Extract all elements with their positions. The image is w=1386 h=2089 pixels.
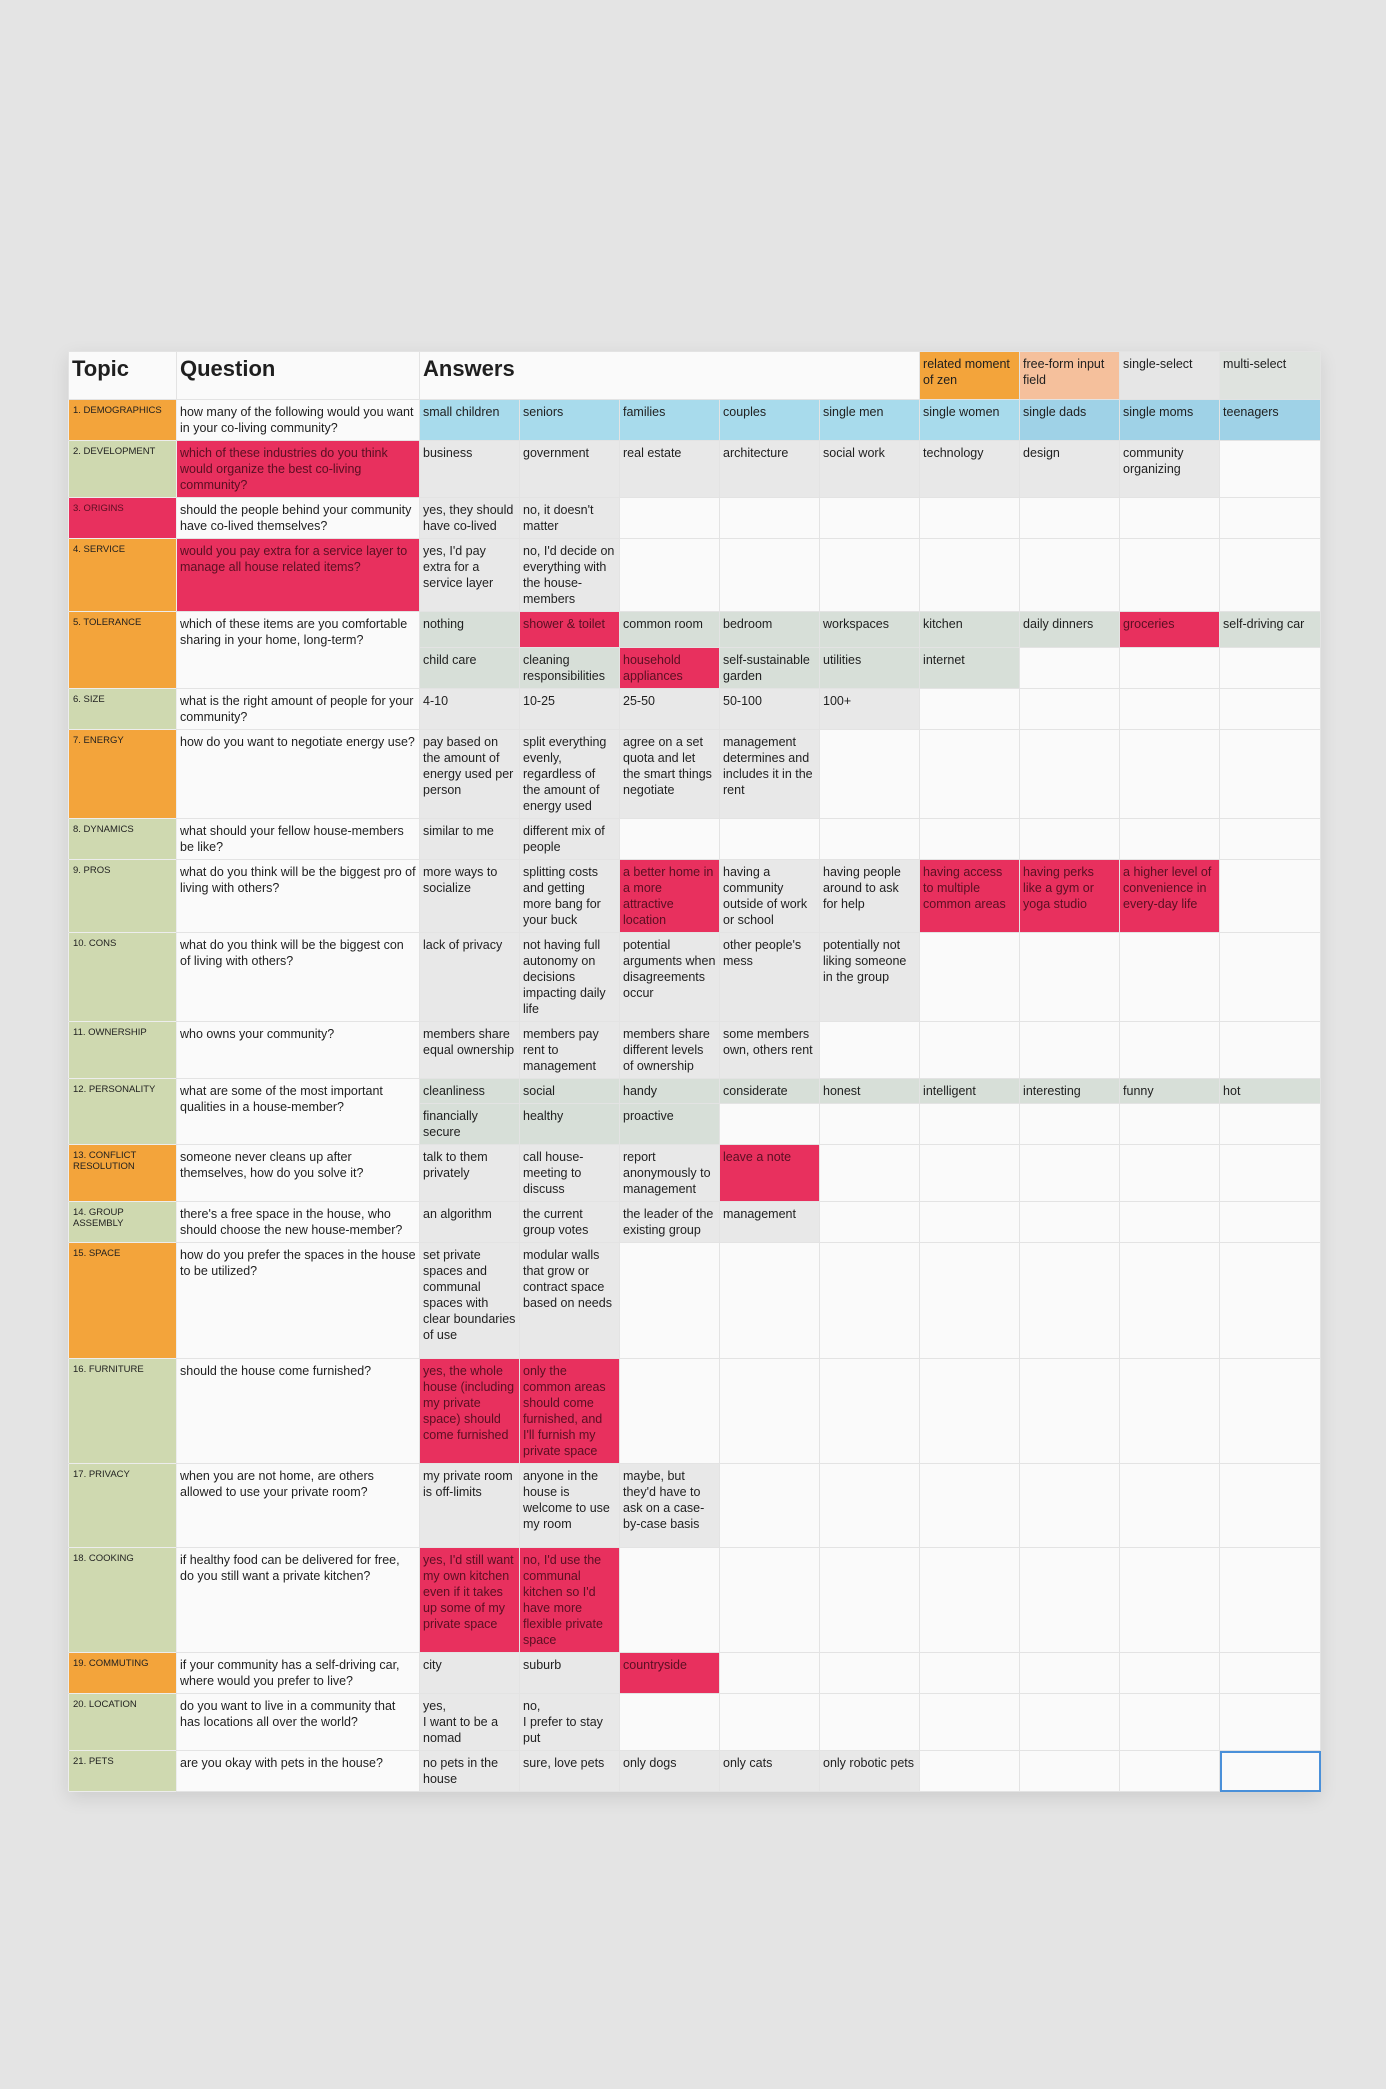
answer-cell[interactable]: pay based on the amount of energy used per person (420, 730, 520, 819)
legend-multi-select[interactable]: multi-select (1220, 352, 1321, 400)
answer-cell[interactable]: social work (820, 441, 920, 498)
question-cell[interactable]: which of these industries do you think would organize the best co-living community? (177, 441, 420, 498)
answer-cell[interactable] (920, 1653, 1020, 1694)
answer-cell[interactable] (1120, 730, 1220, 819)
question-cell[interactable]: should the people behind your community have co-lived themselves? (177, 498, 420, 539)
answer-cell[interactable] (920, 498, 1020, 539)
answer-cell[interactable]: groceries (1120, 612, 1220, 648)
answer-cell[interactable]: seniors (520, 400, 620, 441)
answer-cell[interactable] (1120, 819, 1220, 860)
answer-cell[interactable]: my private room is off-limits (420, 1464, 520, 1548)
answer-cell[interactable] (920, 1359, 1020, 1464)
table-row (69, 1145, 1321, 1202)
topic-cell[interactable]: 6. SIZE (69, 689, 177, 730)
table-row (69, 1653, 1321, 1694)
answer-cell[interactable] (1120, 1751, 1220, 1792)
topic-cell[interactable]: 9. PROS (69, 860, 177, 933)
answer-cell[interactable]: financially secure (420, 1104, 520, 1145)
answer-cell[interactable]: 50-100 (720, 689, 820, 730)
topic-cell[interactable]: 10. CONS (69, 933, 177, 1022)
answer-cell[interactable]: different mix of people (520, 819, 620, 860)
answer-cell[interactable]: an algorithm (420, 1202, 520, 1243)
answer-cell[interactable] (820, 539, 920, 612)
answer-cell[interactable] (1220, 1104, 1321, 1145)
question-cell[interactable]: what do you think will be the biggest pro of living with others? (177, 860, 420, 933)
answer-cell[interactable]: families (620, 400, 720, 441)
answer-cell[interactable]: cleaning responsibilities (520, 648, 620, 689)
answer-cell[interactable] (1020, 1202, 1120, 1243)
answer-cell[interactable] (1220, 1464, 1321, 1548)
table-row (69, 1202, 1321, 1243)
answer-cell[interactable] (920, 1022, 1020, 1079)
answer-cell[interactable]: only the common areas should come furnished, and I'll furnish my private space (520, 1359, 620, 1464)
answer-cell[interactable]: 10-25 (520, 689, 620, 730)
answer-cell[interactable] (1220, 860, 1321, 933)
answer-cell[interactable] (1020, 1694, 1120, 1751)
topic-cell[interactable]: 11. OWNERSHIP (69, 1022, 177, 1079)
answer-cell[interactable] (920, 1751, 1020, 1792)
topic-cell[interactable]: 18. COOKING (69, 1548, 177, 1653)
answer-cell[interactable] (1120, 1243, 1220, 1359)
answer-cell[interactable] (920, 1464, 1020, 1548)
answer-cell[interactable]: countryside (620, 1653, 720, 1694)
header-row (69, 352, 1321, 400)
answer-cell[interactable] (820, 730, 920, 819)
answer-cell[interactable] (1120, 539, 1220, 612)
answer-cell[interactable] (1120, 498, 1220, 539)
answer-cell[interactable] (1020, 689, 1120, 730)
answer-cell[interactable] (1120, 648, 1220, 689)
question-cell[interactable]: if healthy food can be delivered for free, do you still want a private kitchen? (177, 1548, 420, 1653)
table-row (69, 1359, 1321, 1464)
question-cell[interactable]: how do you prefer the spaces in the house to be utilized? (177, 1243, 420, 1359)
answer-cell[interactable] (620, 1243, 720, 1359)
table-row (69, 1464, 1321, 1548)
answer-cell[interactable] (920, 1694, 1020, 1751)
table-row (69, 730, 1321, 819)
answer-cell[interactable]: nothing (420, 612, 520, 648)
answer-cell[interactable] (1120, 1359, 1220, 1464)
answer-cell[interactable] (1220, 1145, 1321, 1202)
answer-cell[interactable]: social (520, 1079, 620, 1104)
topic-cell[interactable]: 1. DEMOGRAPHICS (69, 400, 177, 441)
topic-cell[interactable]: 15. SPACE (69, 1243, 177, 1359)
answer-cell[interactable] (620, 1548, 720, 1653)
answer-cell[interactable] (820, 1145, 920, 1202)
answer-cell[interactable]: report anonymously to management (620, 1145, 720, 1202)
answer-cell[interactable] (720, 1104, 820, 1145)
answer-cell[interactable]: having people around to ask for help (820, 860, 920, 933)
answer-cell[interactable]: yes, I want to be a nomad (420, 1694, 520, 1751)
topic-cell[interactable]: 5. TOLERANCE (69, 612, 177, 689)
table-row (69, 539, 1321, 612)
answer-cell[interactable]: only cats (720, 1751, 820, 1792)
answer-cell[interactable] (1020, 539, 1120, 612)
answer-cell[interactable]: healthy (520, 1104, 620, 1145)
answer-cell[interactable] (820, 1243, 920, 1359)
answer-cell[interactable] (920, 539, 1020, 612)
answer-cell[interactable]: no, it doesn't matter (520, 498, 620, 539)
question-cell[interactable]: which of these items are you comfortable sharing in your home, long-term? (177, 612, 420, 689)
answer-cell[interactable]: kitchen (920, 612, 1020, 648)
question-cell[interactable]: what is the right amount of people for your community? (177, 689, 420, 730)
question-cell[interactable]: are you okay with pets in the house? (177, 1751, 420, 1792)
answer-cell[interactable]: single moms (1120, 400, 1220, 441)
answer-cell[interactable] (1020, 1359, 1120, 1464)
survey-table (68, 351, 1321, 1792)
answer-cell[interactable] (720, 1548, 820, 1653)
question-cell[interactable]: how many of the following would you want in your co-living community? (177, 400, 420, 441)
answer-cell[interactable] (820, 1202, 920, 1243)
answer-cell[interactable]: similar to me (420, 819, 520, 860)
answer-cell[interactable]: daily dinners (1020, 612, 1120, 648)
answer-cell[interactable]: anyone in the house is welcome to use my room (520, 1464, 620, 1548)
answer-cell[interactable] (920, 1243, 1020, 1359)
table-row (69, 1243, 1321, 1359)
legend-free-form-input-field[interactable]: free-form input field (1020, 352, 1120, 400)
answer-cell[interactable] (1220, 441, 1321, 498)
answer-cell[interactable] (720, 1359, 820, 1464)
answer-cell[interactable] (1120, 1464, 1220, 1548)
answer-cell[interactable]: handy (620, 1079, 720, 1104)
answer-cell[interactable] (1220, 1653, 1321, 1694)
answer-cell[interactable] (1020, 1243, 1120, 1359)
answer-cell[interactable]: honest (820, 1079, 920, 1104)
answer-cell[interactable] (1020, 1653, 1120, 1694)
answer-cell[interactable]: other people's mess (720, 933, 820, 1022)
answer-cell[interactable]: having perks like a gym or yoga studio (1020, 860, 1120, 933)
answer-cell[interactable]: workspaces (820, 612, 920, 648)
answer-cell[interactable] (620, 1359, 720, 1464)
answer-cell[interactable]: utilities (820, 648, 920, 689)
answer-cell[interactable] (720, 1243, 820, 1359)
answer-cell[interactable]: funny (1120, 1079, 1220, 1104)
answer-cell[interactable]: 100+ (820, 689, 920, 730)
answer-cell[interactable] (820, 1464, 920, 1548)
answer-cell[interactable]: management determines and includes it in the rent (720, 730, 820, 819)
answer-cell[interactable]: child care (420, 648, 520, 689)
answer-cell[interactable] (1020, 1022, 1120, 1079)
answer-cell[interactable] (820, 1548, 920, 1653)
question-cell[interactable]: if your community has a self-driving car, where would you prefer to live? (177, 1653, 420, 1694)
answers-header[interactable]: Answers (420, 352, 920, 400)
answer-cell[interactable]: no, I'd decide on everything with the house-members (520, 539, 620, 612)
answer-cell[interactable]: single men (820, 400, 920, 441)
answer-cell[interactable]: splitting costs and getting more bang for your buck (520, 860, 620, 933)
answer-cell[interactable] (1220, 933, 1321, 1022)
table-row (69, 441, 1321, 498)
table-row (69, 400, 1321, 441)
table-row (69, 933, 1321, 1022)
answer-cell[interactable]: sure, love pets (520, 1751, 620, 1792)
answer-cell[interactable] (620, 819, 720, 860)
answer-cell[interactable]: yes, I'd still want my own kitchen even if it takes up some of my private space (420, 1548, 520, 1653)
answer-cell[interactable]: only robotic pets (820, 1751, 920, 1792)
answer-cell[interactable] (1220, 648, 1321, 689)
answer-cell[interactable] (1220, 539, 1321, 612)
answer-cell[interactable]: self-driving car (1220, 612, 1321, 648)
answer-cell[interactable]: a higher level of convenience in every-day life (1120, 860, 1220, 933)
question-header[interactable]: Question (177, 352, 420, 400)
answer-cell[interactable] (1020, 1464, 1120, 1548)
answer-cell[interactable]: real estate (620, 441, 720, 498)
answer-cell[interactable]: not having full autonomy on decisions impacting daily life (520, 933, 620, 1022)
answer-cell[interactable]: architecture (720, 441, 820, 498)
answer-cell[interactable]: the current group votes (520, 1202, 620, 1243)
answer-cell[interactable] (1120, 1022, 1220, 1079)
answer-cell[interactable]: set private spaces and communal spaces with clear boundaries of use (420, 1243, 520, 1359)
answer-cell[interactable] (1020, 933, 1120, 1022)
answer-cell[interactable]: proactive (620, 1104, 720, 1145)
answer-cell[interactable]: cleanliness (420, 1079, 520, 1104)
question-cell[interactable]: how do you want to negotiate energy use? (177, 730, 420, 819)
answer-cell[interactable] (1220, 1202, 1321, 1243)
answer-cell[interactable]: government (520, 441, 620, 498)
answer-cell[interactable]: yes, the whole house (including my private space) should come furnished (420, 1359, 520, 1464)
answer-cell[interactable] (920, 1145, 1020, 1202)
answer-cell[interactable] (1120, 1694, 1220, 1751)
question-cell[interactable]: someone never cleans up after themselves, how do you solve it? (177, 1145, 420, 1202)
table-row (69, 1079, 1321, 1104)
answer-cell[interactable]: business (420, 441, 520, 498)
answer-cell[interactable] (920, 1104, 1020, 1145)
answer-cell[interactable]: leave a note (720, 1145, 820, 1202)
answer-cell[interactable] (920, 1202, 1020, 1243)
question-cell[interactable]: what do you think will be the biggest con of living with others? (177, 933, 420, 1022)
topic-cell[interactable]: 2. DEVELOPMENT (69, 441, 177, 498)
answer-cell[interactable] (1020, 1104, 1120, 1145)
answer-cell[interactable] (720, 819, 820, 860)
legend-single-select[interactable]: single-select (1120, 352, 1220, 400)
answer-cell[interactable]: city (420, 1653, 520, 1694)
answer-cell[interactable]: shower & toilet (520, 612, 620, 648)
answer-cell[interactable]: members pay rent to management (520, 1022, 620, 1079)
answer-cell[interactable]: agree on a set quota and let the smart things negotiate (620, 730, 720, 819)
question-cell[interactable]: would you pay extra for a service layer to manage all house related items? (177, 539, 420, 612)
answer-cell[interactable]: community organizing (1120, 441, 1220, 498)
answer-cell[interactable] (920, 689, 1020, 730)
answer-cell[interactable]: suburb (520, 1653, 620, 1694)
answer-cell[interactable]: small children (420, 400, 520, 441)
question-cell[interactable]: what are some of the most important qualities in a house-member? (177, 1079, 420, 1145)
topic-cell[interactable]: 21. PETS (69, 1751, 177, 1792)
topic-cell[interactable]: 17. PRIVACY (69, 1464, 177, 1548)
answer-cell[interactable]: internet (920, 648, 1020, 689)
answer-cell[interactable] (1120, 1653, 1220, 1694)
answer-cell[interactable] (920, 819, 1020, 860)
answer-cell[interactable]: the leader of the existing group (620, 1202, 720, 1243)
answer-cell[interactable] (1220, 498, 1321, 539)
answer-cell[interactable]: members share different levels of ownership (620, 1022, 720, 1079)
answer-cell[interactable]: split everything evenly, regardless of the amount of energy used (520, 730, 620, 819)
answer-cell[interactable] (620, 498, 720, 539)
topic-cell[interactable]: 7. ENERGY (69, 730, 177, 819)
answer-cell[interactable] (1120, 1202, 1220, 1243)
answer-cell[interactable]: yes, they should have co-lived (420, 498, 520, 539)
answer-cell[interactable]: single dads (1020, 400, 1120, 441)
answer-cell[interactable]: potentially not liking someone in the group (820, 933, 920, 1022)
table-row (69, 498, 1321, 539)
answer-cell[interactable] (920, 1548, 1020, 1653)
table-row (69, 1694, 1321, 1751)
question-cell[interactable]: what should your fellow house-members be like? (177, 819, 420, 860)
answer-cell[interactable] (1020, 1145, 1120, 1202)
answer-cell[interactable] (1120, 1104, 1220, 1145)
answer-cell[interactable] (1020, 730, 1120, 819)
answer-cell[interactable] (1220, 1359, 1321, 1464)
topic-cell[interactable]: 3. ORIGINS (69, 498, 177, 539)
answer-cell[interactable] (820, 1694, 920, 1751)
legend-related-moment-of-zen[interactable]: related moment of zen (920, 352, 1020, 400)
answer-cell[interactable]: household appliances (620, 648, 720, 689)
answer-cell[interactable]: single women (920, 400, 1020, 441)
table-row (69, 860, 1321, 933)
answer-cell[interactable]: teenagers (1220, 400, 1321, 441)
table-row (69, 819, 1321, 860)
question-cell[interactable]: do you want to live in a community that has locations all over the world? (177, 1694, 420, 1751)
answer-cell[interactable]: technology (920, 441, 1020, 498)
table-row (69, 1548, 1321, 1653)
spreadsheet (68, 351, 1320, 1792)
topic-header[interactable]: Topic (69, 352, 177, 400)
answer-cell[interactable] (820, 498, 920, 539)
answer-cell[interactable] (820, 1359, 920, 1464)
answer-cell[interactable] (1020, 819, 1120, 860)
answer-cell[interactable]: call house-meeting to discuss (520, 1145, 620, 1202)
answer-cell[interactable] (1220, 1548, 1321, 1653)
table-row (69, 1022, 1321, 1079)
answer-cell[interactable]: no, I prefer to stay put (520, 1694, 620, 1751)
topic-cell[interactable]: 16. FURNITURE (69, 1359, 177, 1464)
topic-cell[interactable]: 4. SERVICE (69, 539, 177, 612)
topic-cell[interactable]: 8. DYNAMICS (69, 819, 177, 860)
table-row (69, 689, 1321, 730)
question-cell[interactable]: should the house come furnished? (177, 1359, 420, 1464)
answer-cell[interactable] (720, 498, 820, 539)
answer-cell[interactable]: no pets in the house (420, 1751, 520, 1792)
answer-cell[interactable]: bedroom (720, 612, 820, 648)
answer-cell[interactable] (720, 1464, 820, 1548)
topic-cell[interactable]: 12. PERSONALITY (69, 1079, 177, 1145)
answer-cell[interactable] (720, 1694, 820, 1751)
table-row (69, 1751, 1321, 1792)
answer-cell[interactable] (1020, 1751, 1120, 1792)
answer-cell[interactable] (1120, 933, 1220, 1022)
answer-cell[interactable] (1020, 1548, 1120, 1653)
answer-cell[interactable] (720, 1653, 820, 1694)
answer-cell[interactable] (1120, 1548, 1220, 1653)
answer-cell[interactable] (1220, 819, 1321, 860)
answer-cell[interactable]: self-sustainable garden (720, 648, 820, 689)
answer-cell[interactable]: members share equal ownership (420, 1022, 520, 1079)
answer-cell[interactable] (920, 933, 1020, 1022)
answer-cell[interactable] (1220, 1022, 1321, 1079)
answer-cell[interactable]: 4-10 (420, 689, 520, 730)
answer-cell[interactable] (820, 1653, 920, 1694)
answer-cell[interactable] (1220, 689, 1321, 730)
answer-cell[interactable] (620, 1694, 720, 1751)
table-row (69, 612, 1321, 648)
answer-cell[interactable] (820, 1022, 920, 1079)
answer-cell[interactable]: management (720, 1202, 820, 1243)
answer-cell[interactable]: design (1020, 441, 1120, 498)
answer-cell[interactable]: yes, I'd pay extra for a service layer (420, 539, 520, 612)
answer-cell[interactable] (1220, 730, 1321, 819)
answer-cell[interactable]: lack of privacy (420, 933, 520, 1022)
answer-cell[interactable]: couples (720, 400, 820, 441)
question-cell[interactable]: when you are not home, are others allowed to use your private room? (177, 1464, 420, 1548)
answer-cell[interactable]: more ways to socialize (420, 860, 520, 933)
answer-cell[interactable] (1120, 689, 1220, 730)
answer-cell[interactable]: having a community outside of work or school (720, 860, 820, 933)
answer-cell[interactable]: interesting (1020, 1079, 1120, 1104)
answer-cell[interactable] (720, 539, 820, 612)
answer-cell[interactable] (1020, 648, 1120, 689)
answer-cell[interactable] (1220, 1694, 1321, 1751)
answer-cell[interactable]: potential arguments when disagreements occur (620, 933, 720, 1022)
question-cell[interactable]: who owns your community? (177, 1022, 420, 1079)
answer-cell[interactable]: no, I'd use the communal kitchen so I'd have more flexible private space (520, 1548, 620, 1653)
answer-cell[interactable]: considerate (720, 1079, 820, 1104)
answer-cell[interactable]: some members own, others rent (720, 1022, 820, 1079)
answer-cell[interactable]: intelligent (920, 1079, 1020, 1104)
answer-cell[interactable]: modular walls that grow or contract space based on needs (520, 1243, 620, 1359)
answer-cell[interactable] (820, 819, 920, 860)
answer-cell[interactable]: common room (620, 612, 720, 648)
answer-cell[interactable] (820, 1104, 920, 1145)
selected-cell[interactable] (1220, 1751, 1321, 1792)
answer-cell[interactable]: having access to multiple common areas (920, 860, 1020, 933)
answer-cell[interactable] (620, 539, 720, 612)
topic-cell[interactable]: 14. GROUP ASSEMBLY (69, 1202, 177, 1243)
topic-cell[interactable]: 20. LOCATION (69, 1694, 177, 1751)
answer-cell[interactable] (1020, 498, 1120, 539)
answer-cell[interactable]: a better home in a more attractive location (620, 860, 720, 933)
answer-cell[interactable] (1120, 1145, 1220, 1202)
topic-cell[interactable]: 19. COMMUTING (69, 1653, 177, 1694)
answer-cell[interactable]: only dogs (620, 1751, 720, 1792)
answer-cell[interactable]: maybe, but they'd have to ask on a case-by-case basis (620, 1464, 720, 1548)
answer-cell[interactable] (1220, 1243, 1321, 1359)
answer-cell[interactable]: hot (1220, 1079, 1321, 1104)
topic-cell[interactable]: 13. CONFLICT RESOLUTION (69, 1145, 177, 1202)
answer-cell[interactable]: talk to them privately (420, 1145, 520, 1202)
answer-cell[interactable] (920, 730, 1020, 819)
question-cell[interactable]: there's a free space in the house, who should choose the new house-member? (177, 1202, 420, 1243)
answer-cell[interactable]: 25-50 (620, 689, 720, 730)
